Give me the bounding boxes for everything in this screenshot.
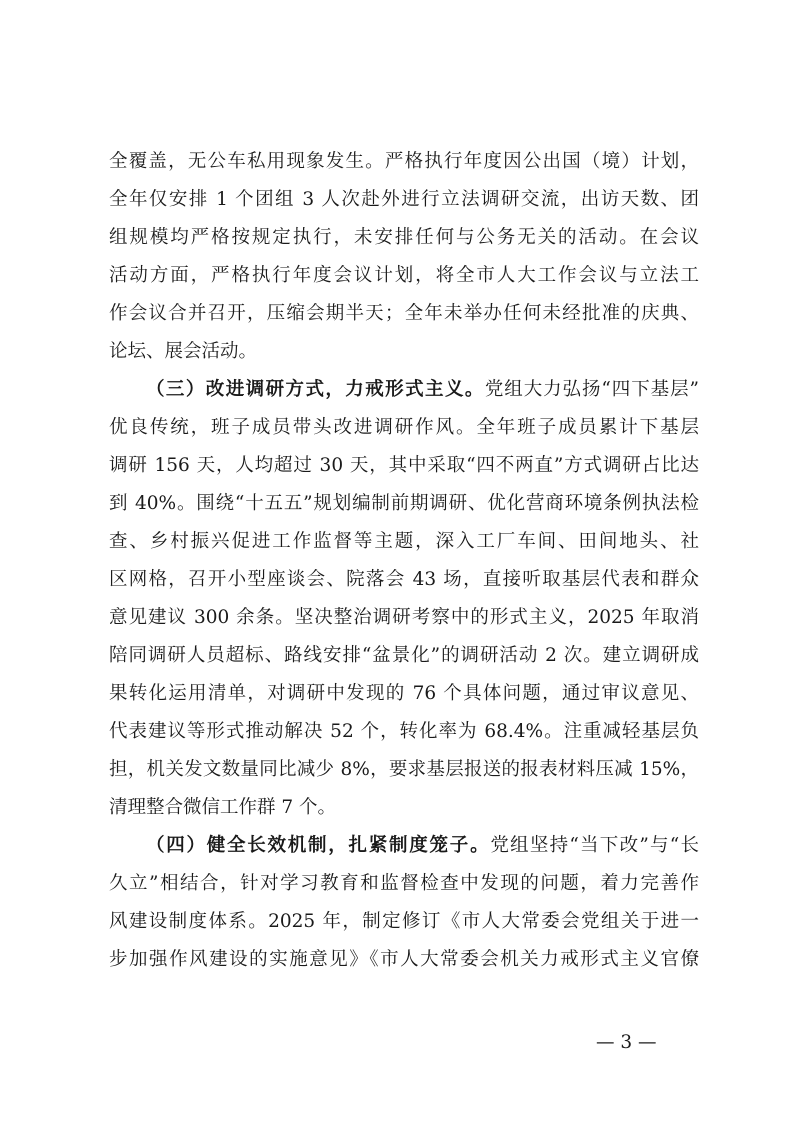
paragraph-3-lead-text: 党组大力弘扬“四下基层” [484,379,699,400]
text-line: 到 40%。围绕“十五五”规划编制前期调研、优化营商环境条例执法检 [109,493,699,514]
text-line: 论坛、展会活动。 [109,341,258,362]
text-line: 作会议合并召开，压缩会期半天；全年未举办任何未经批准的庆典、 [109,303,699,324]
paragraph-4-heading: （四）健全长效机制，扎紧制度笼子。 [146,835,491,856]
text-line: 区网格，召开小型座谈会、院落会 43 场，直接听取基层代表和群众 [109,569,699,590]
text-line: 清理整合微信工作群 7 个。 [109,797,337,818]
text-line: 查、乡村振兴促进工作监督等主题，深入工厂车间、田间地头、社 [109,531,699,552]
text-line: 担，机关发文数量同比减少 8%，要求基层报送的报表材料压减 15%， [109,759,699,780]
text-line: 意见建议 300 余条。坚决整治调研考察中的形式主义，2025 年取消 [109,607,699,628]
page-number: — 3 — [596,1032,657,1053]
text-line: 久立”相结合，针对学习教育和监督检查中发现的问题，着力完善作 [109,873,699,894]
paragraph-3-first-line [146,372,699,408]
text-line: 调研 156 天，人均超过 30 天，其中采取“四不两直”方式调研占比达 [109,455,699,476]
text-line: 步加强作风建设的实施意见》《市人大常委会机关力戒形式主义官僚 [109,949,699,970]
text-line: 代表建议等形式推动解决 52 个，转化率为 68.4%。注重减轻基层负 [109,721,699,742]
text-line: 陪同调研人员超标、路线安排“盆景化”的调研活动 2 次。建立调研成 [109,645,699,666]
text-line: 活动方面，严格执行年度会议计划，将全市人大工作会议与立法工 [109,265,699,286]
text-line: 组规模均严格按规定执行，未安排任何与公务无关的活动。在会议 [109,227,699,248]
text-line: 全覆盖，无公车私用现象发生。严格执行年度因公出国（境）计划， [109,151,699,172]
text-line: 果转化运用清单，对调研中发现的 76 个具体问题，通过审议意见、 [109,683,699,704]
paragraph-4-lead-text: 党组坚持“当下改”与“长 [490,835,699,856]
paragraph-3-heading: （三）改进调研方式，力戒形式主义。 [146,379,485,400]
text-line: 优良传统，班子成员带头改进调研作风。全年班子成员累计下基层 [109,417,699,438]
paragraph-4-first-line [146,828,699,864]
text-line: 风建设制度体系。2025 年，制定修订《市人大常委会党组关于进一 [109,911,699,932]
text-line: 全年仅安排 1 个团组 3 人次赴外进行立法调研交流，出访天数、团 [109,189,699,210]
